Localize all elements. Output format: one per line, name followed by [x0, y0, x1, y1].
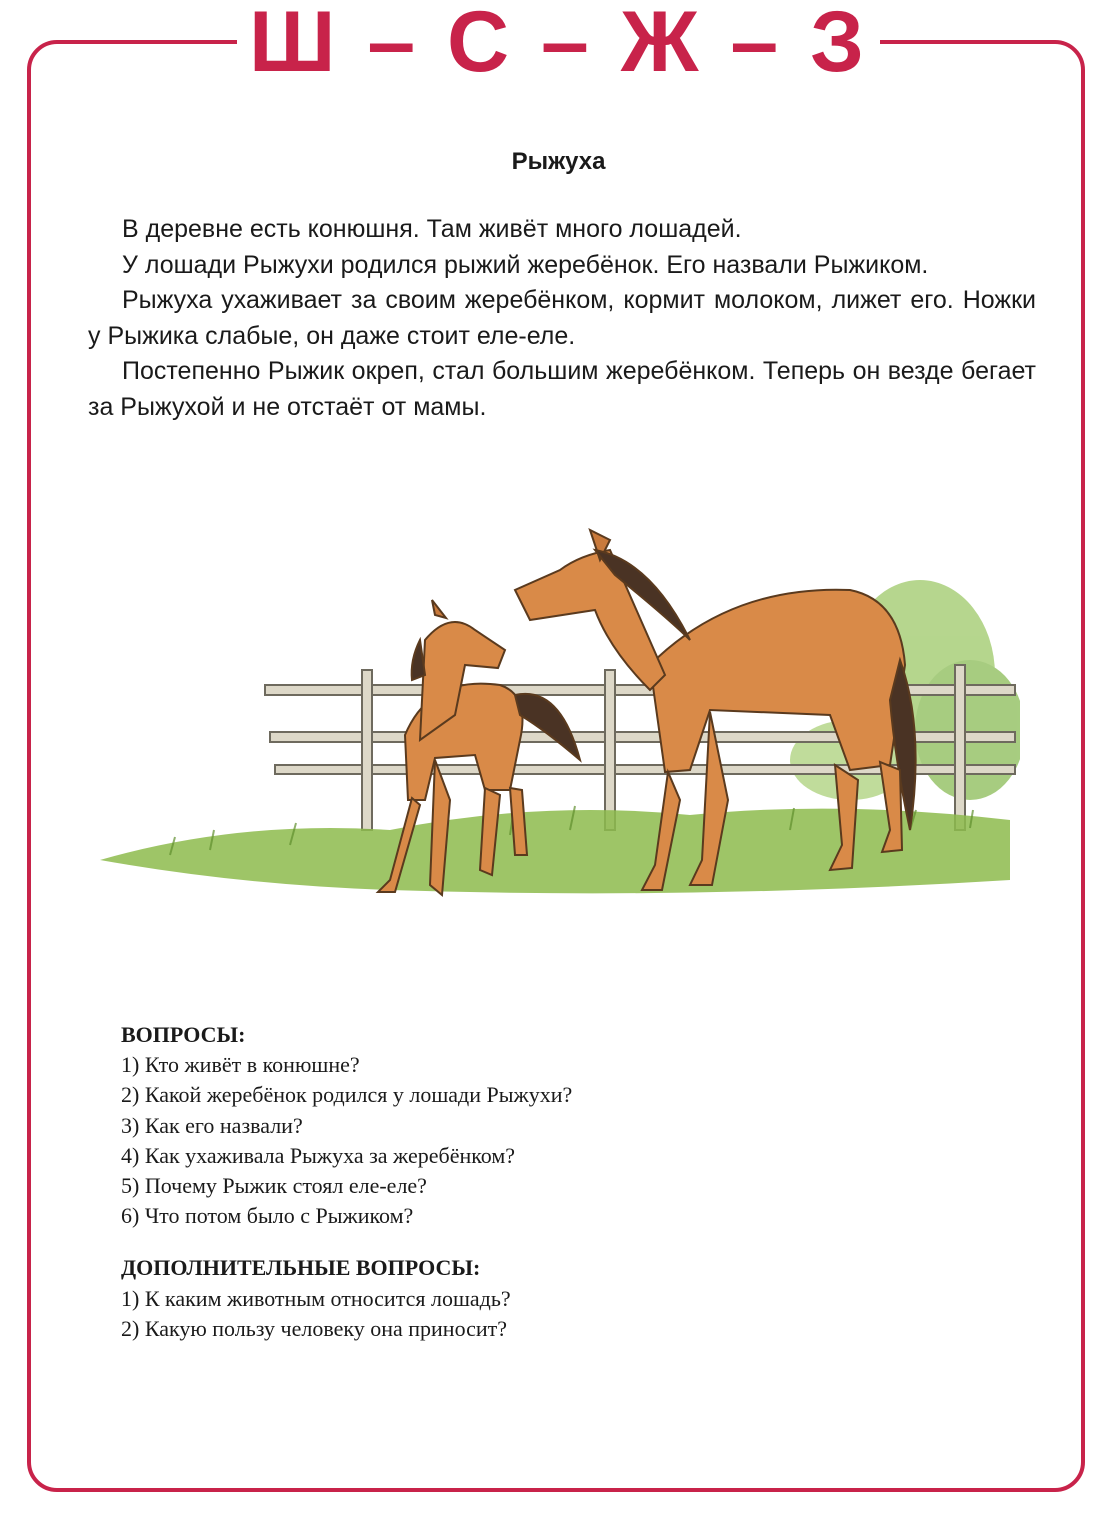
extra-questions-list	[121, 1284, 921, 1344]
question-item: 2) Какую пользу человеку она приносит?	[121, 1315, 508, 1341]
questions-heading: ВОПРОСЫ:	[121, 1022, 246, 1047]
question-item: 1) Кто живёт в конюшне?	[121, 1052, 360, 1078]
story-paragraph: В деревне есть конюшня. Там живёт много лошадей.	[122, 215, 742, 243]
letters-heading: Ш – С – Ж – З	[237, 4, 880, 80]
story-paragraph: Постепенно Рыжик окреп, стал большим жеребёнком. Теперь он везде бегает за Рыжухой и не отстаёт от мамы.	[88, 357, 1036, 421]
question-item: 2) Какой жеребёнок родился у лошади Рыжухи?	[121, 1082, 573, 1108]
questions-block	[121, 1020, 921, 1344]
question-item: 1) К каким животным относится лошадь?	[121, 1285, 511, 1311]
question-item: 5) Почему Рыжик стоял еле-еле?	[121, 1173, 427, 1199]
grass	[100, 809, 1010, 894]
extra-questions-block	[121, 1253, 921, 1344]
story-title: Рыжуха	[511, 148, 606, 175]
story-text	[88, 212, 1036, 425]
question-item: 4) Как ухаживала Рыжуха за жеребёнком?	[121, 1142, 516, 1168]
extra-questions-heading: ДОПОЛНИТЕЛЬНЫЕ ВОПРОСЫ:	[121, 1255, 481, 1281]
story-paragraph: У лошади Рыжухи родился рыжий жеребёнок. Его назвали Рыжиком.	[122, 250, 929, 279]
horses-illustration	[90, 500, 1020, 920]
header	[0, 0, 1117, 90]
question-item: 6) Что потом было с Рыжиком?	[121, 1203, 414, 1229]
questions-list	[121, 1050, 921, 1231]
question-item: 3) Как его назвали?	[121, 1112, 303, 1138]
story-paragraph: Рыжуха ухаживает за своим жеребёнком, кормит молоком, лижет его. Ножки у Рыжика слабые, он даже стоит еле-еле.	[88, 286, 1036, 350]
